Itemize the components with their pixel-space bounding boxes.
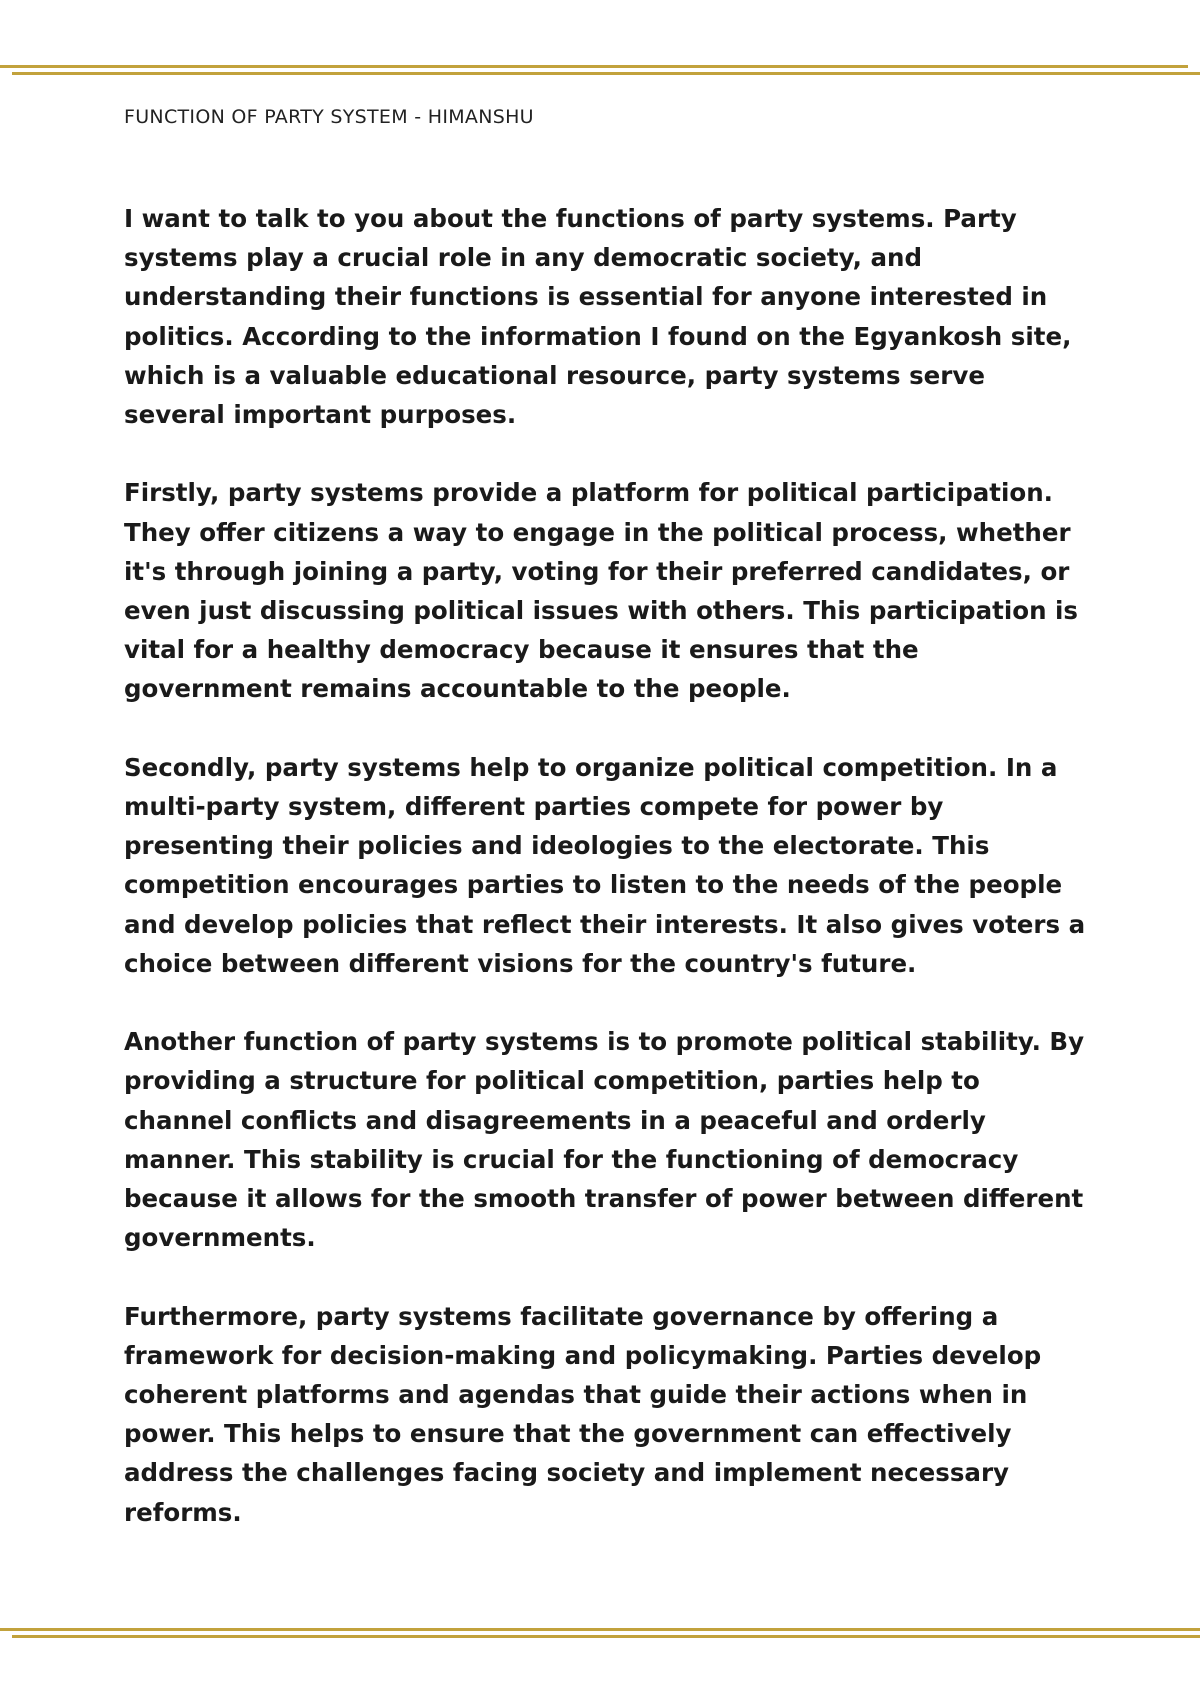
page-header: FUNCTION OF PARTY SYSTEM - HIMANSHU: [124, 106, 534, 128]
bottom-border-line-inner: [12, 1635, 1200, 1638]
document-body: [124, 199, 1090, 1571]
bottom-border-line: [0, 1628, 1200, 1631]
paragraph-participation: Firstly, party systems provide a platform for political participation. They offer citizens a way to engage in the political process, whether it's through joining a party, voting for their preferred candidates, or even just discussing political issues with others. This participation is vital for a healthy democracy because it ensures that the government remains accountable to the people.: [124, 478, 1079, 704]
top-border-line-inner: [12, 72, 1200, 75]
paragraph-governance: Furthermore, party systems facilitate governance by offering a framework for decision-making and policymaking. Parties develop coherent platforms and agendas that guide their actions when in power. This helps to ensure that the government can effectively address the challenges facing society and implement necessary reforms.: [124, 1301, 1042, 1527]
paragraph-stability: Another function of party systems is to promote political stability. By providing a structure for political competition, parties help to channel conflicts and disagreements in a peaceful and orderly manner. This stability is crucial for the functioning of democracy because it allows for the smooth transfer of power between different governments.: [124, 1027, 1085, 1253]
top-border-line: [0, 65, 1188, 68]
paragraph-intro: I want to talk to you about the functions of party systems. Party systems play a crucial role in any democratic society, and understanding their functions is essential for anyone interested in politics. According to the information I found on the Egyankosh site, which is a valuable educational resource, party systems serve several important purposes.: [124, 204, 1072, 430]
paragraph-competition: Secondly, party systems help to organize political competition. In a multi-party system, different parties compete for power by presenting their policies and ideologies to the electorate. This competition encourages parties to listen to the needs of the people and develop policies that reflect their interests. It also gives voters a choice between different visions for the country's future.: [124, 752, 1086, 978]
